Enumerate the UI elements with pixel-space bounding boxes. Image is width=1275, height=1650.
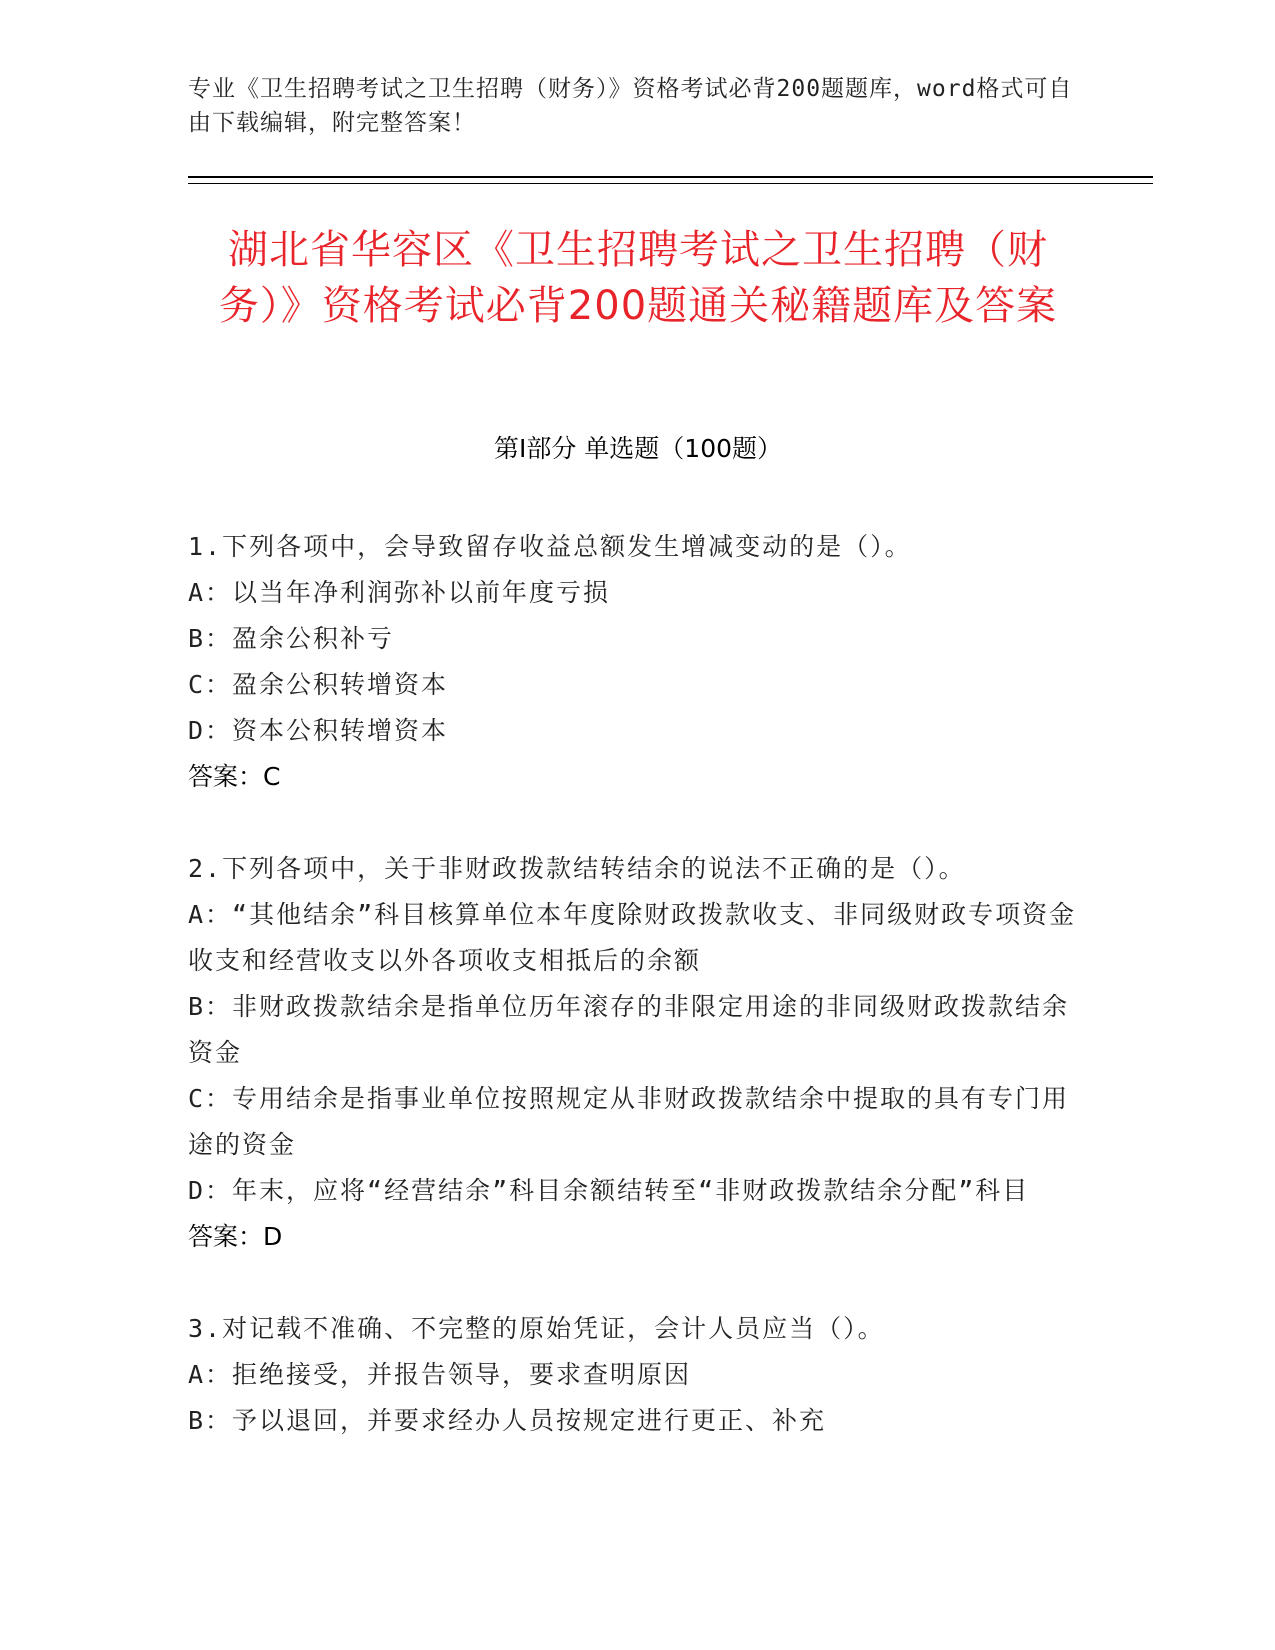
- option-b: B：非财政拨款结余是指单位历年滚存的非限定用途的非同级财政拨款结余资金: [188, 992, 1070, 1067]
- answer-line: 答案：C: [188, 762, 281, 791]
- option-c: C：盈余公积转增资本: [188, 670, 449, 699]
- question-item: [188, 846, 1088, 1260]
- header-divider-thin: [188, 183, 1153, 184]
- header-divider-thick: [188, 176, 1153, 178]
- option-b: B：盈余公积补亏: [188, 624, 395, 653]
- option-a: A：以当年净利润弥补以前年度亏损: [188, 578, 611, 607]
- question-item: [188, 1306, 1088, 1444]
- option-a: A：拒绝接受，并报告领导，要求查明原因: [188, 1360, 692, 1389]
- section-heading: 第I部分 单选题（100题）: [493, 434, 783, 463]
- question-item: [188, 524, 1088, 800]
- question-stem: 1.下列各项中，会导致留存收益总额发生增减变动的是（）。: [188, 532, 912, 561]
- option-c: C：专用结余是指事业单位按照规定从非财政拨款结余中提取的具有专门用途的资金: [188, 1084, 1070, 1159]
- document-title: 湖北省华容区《卫生招聘考试之卫生招聘（财务）》资格考试必背200题通关秘籍题库及答案: [218, 227, 1058, 329]
- option-b: B：予以退回，并要求经办人员按规定进行更正、补充: [188, 1406, 827, 1435]
- option-d: D：年末，应将“经营结余”科目余额结转至“非财政拨款结余分配”科目: [188, 1176, 1030, 1205]
- option-d: D：资本公积转增资本: [188, 716, 449, 745]
- question-stem: 2.下列各项中，关于非财政拨款结转结余的说法不正确的是（）。: [188, 854, 966, 883]
- header-note: 专业《卫生招聘考试之卫生招聘（财务）》资格考试必背200题题库，word格式可自由下载编辑，附完整答案！: [188, 76, 1073, 136]
- option-a: A：“其他结余”科目核算单位本年度除财政拨款收支、非同级财政专项资金收支和经营收支以外各项收支相抵后的余额: [188, 900, 1077, 975]
- question-stem: 3.对记载不准确、不完整的原始凭证，会计人员应当（）。: [188, 1314, 885, 1343]
- question-list: [188, 524, 1088, 1490]
- answer-line: 答案：D: [188, 1222, 283, 1251]
